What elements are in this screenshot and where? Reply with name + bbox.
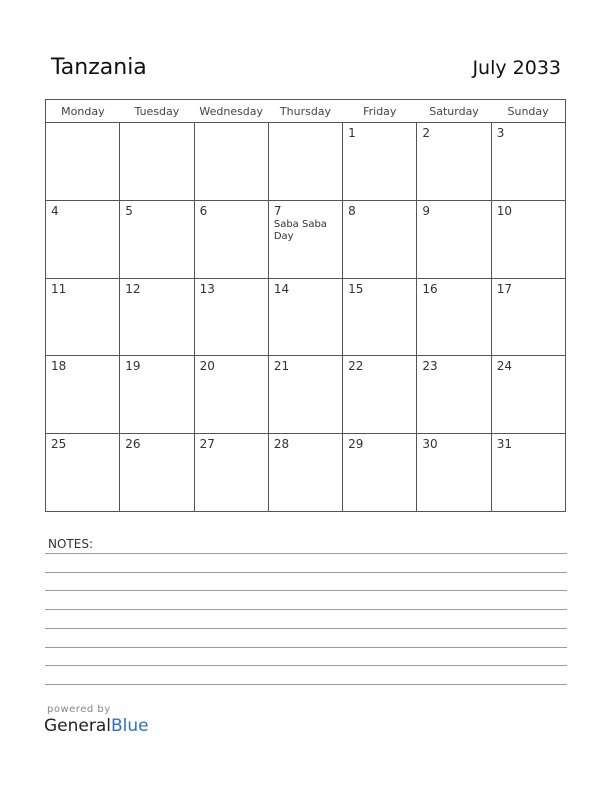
day-number: 20	[199, 359, 215, 374]
day-number: 15	[348, 281, 364, 296]
note-line	[45, 647, 567, 648]
day-cell	[491, 356, 565, 434]
weekday-header-row	[46, 100, 566, 123]
week-row	[46, 434, 566, 512]
day-number: 18	[51, 359, 67, 374]
day-number: 11	[51, 281, 67, 296]
weekday-header: Friday	[343, 100, 417, 123]
day-cell	[417, 278, 491, 356]
note-line	[45, 609, 567, 610]
calendar-grid	[45, 99, 566, 512]
day-number: 19	[125, 359, 141, 374]
day-number: 4	[51, 203, 59, 218]
powered-by-text: powered by	[47, 704, 111, 715]
week-row	[46, 123, 566, 201]
day-number: 12	[125, 281, 141, 296]
day-number: 16	[422, 281, 438, 296]
holiday-label: Saba Saba Day	[273, 218, 327, 242]
day-cell	[120, 123, 194, 201]
note-line	[45, 628, 567, 629]
day-cell	[268, 356, 342, 434]
weekday-header: Monday	[46, 100, 120, 123]
day-cell	[120, 200, 194, 278]
day-number: 22	[348, 359, 364, 374]
day-number: 7	[273, 203, 282, 218]
day-cell	[343, 278, 417, 356]
day-cell	[194, 200, 268, 278]
day-number: 29	[348, 437, 364, 452]
country-title: Tanzania	[51, 55, 147, 80]
day-cell	[120, 356, 194, 434]
day-cell	[46, 278, 120, 356]
day-number: 1	[348, 126, 356, 140]
weekday-header: Sunday	[491, 100, 565, 123]
generalblue-logo	[44, 716, 149, 736]
day-cell	[120, 434, 194, 512]
note-line	[45, 590, 567, 591]
week-row	[46, 200, 566, 278]
day-cell	[46, 200, 120, 278]
day-cell	[491, 123, 565, 201]
day-number: 25	[51, 437, 67, 452]
day-number: 6	[199, 203, 208, 218]
day-cell	[417, 123, 491, 201]
day-cell	[194, 123, 268, 201]
day-number: 13	[199, 281, 215, 296]
note-line	[45, 553, 567, 554]
day-number: 31	[496, 437, 512, 452]
brand-blue: Blue	[111, 716, 149, 736]
month-title: July 2033	[472, 57, 561, 79]
day-cell	[417, 200, 491, 278]
day-number: 14	[273, 281, 290, 296]
day-cell	[46, 434, 120, 512]
day-number: 23	[422, 359, 438, 374]
week-row	[46, 278, 566, 356]
day-cell	[343, 434, 417, 512]
note-line	[45, 684, 567, 685]
day-number: 8	[348, 203, 356, 218]
day-cell	[46, 356, 120, 434]
day-cell	[268, 123, 342, 201]
day-cell	[268, 434, 342, 512]
day-cell	[491, 434, 565, 512]
day-number: 30	[422, 437, 438, 452]
notes-label: NOTES:	[48, 537, 93, 551]
day-cell	[343, 123, 417, 201]
note-line	[45, 665, 567, 666]
day-number: 2	[422, 126, 431, 140]
day-number: 9	[422, 203, 431, 218]
day-number: 24	[496, 359, 512, 374]
week-row	[46, 356, 566, 434]
day-cell	[491, 278, 565, 356]
day-cell	[46, 123, 120, 201]
day-cell	[268, 200, 342, 278]
day-cell	[417, 356, 491, 434]
weekday-header: Thursday	[268, 100, 342, 123]
day-number: 26	[125, 437, 141, 452]
day-number: 10	[496, 203, 512, 218]
day-cell	[194, 278, 268, 356]
day-cell	[491, 200, 565, 278]
brand-general: General	[44, 716, 111, 736]
day-cell	[194, 356, 268, 434]
weekday-header: Saturday	[417, 100, 491, 123]
day-number: 3	[496, 126, 505, 140]
note-line	[45, 572, 567, 573]
day-cell	[194, 434, 268, 512]
day-number: 27	[199, 437, 215, 452]
weekday-header: Wednesday	[194, 100, 268, 123]
day-cell	[120, 278, 194, 356]
day-cell	[417, 434, 491, 512]
day-cell	[268, 278, 342, 356]
day-number: 28	[273, 437, 290, 452]
day-number: 21	[273, 359, 290, 374]
day-number: 17	[496, 281, 512, 296]
day-cell	[343, 356, 417, 434]
weekday-header: Tuesday	[120, 100, 194, 123]
day-cell	[343, 200, 417, 278]
day-number: 5	[125, 203, 133, 218]
